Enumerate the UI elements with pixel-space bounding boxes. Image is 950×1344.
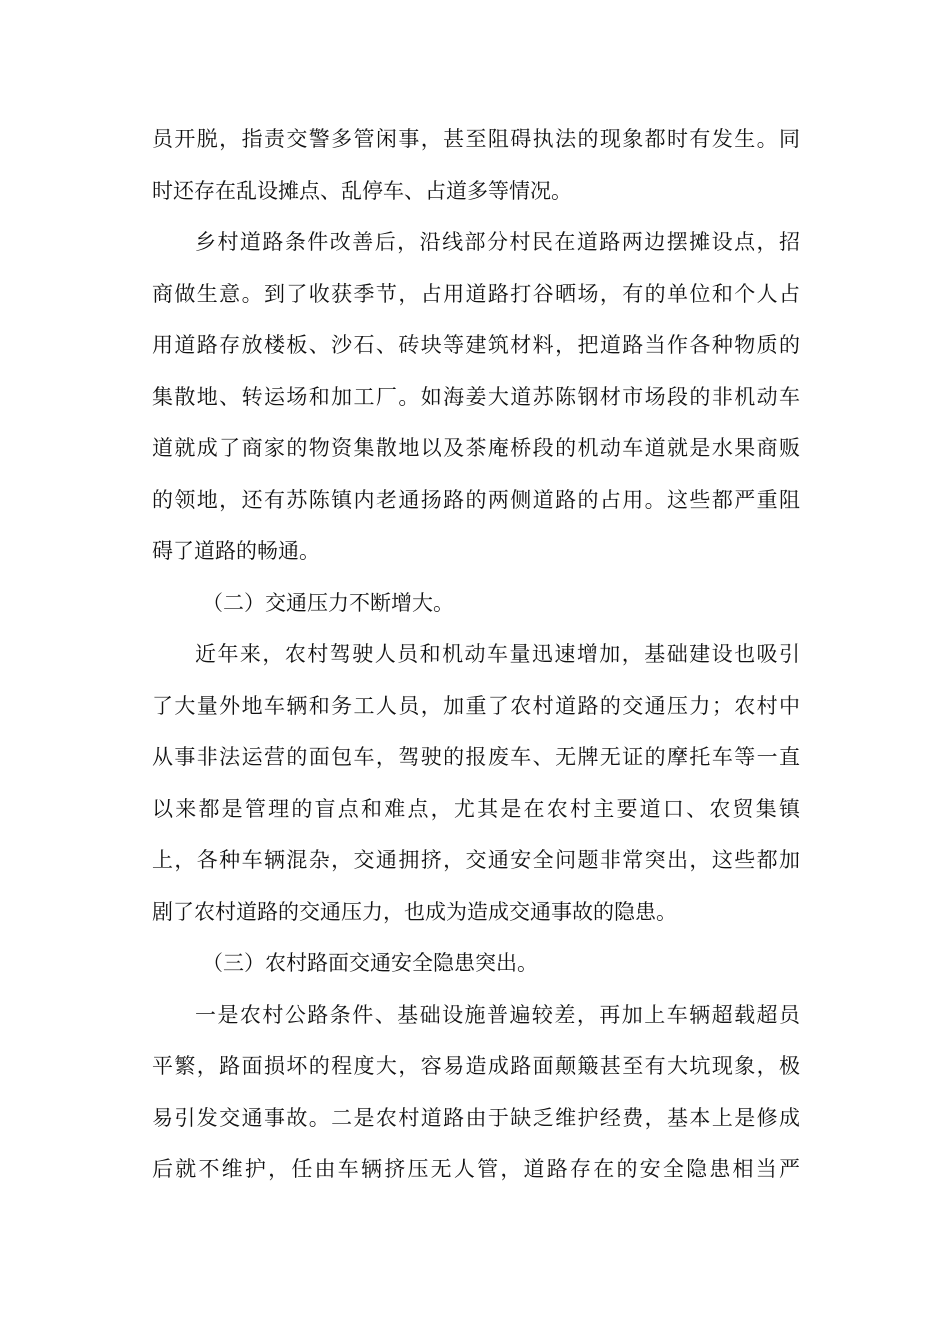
paragraph-first-line: 乡村道路条件改善后，沿线部分村民在道路两边摆摊设点，招 (195, 230, 800, 254)
text-line: 员开脱，指责交警多管闲事，甚至阻碍执法的现象都时有发生。同 (152, 127, 800, 151)
text-line: 的领地，还有苏陈镇内老通扬路的两侧道路的占用。这些都严重阻 (152, 487, 800, 512)
text-line: 商做生意。到了收获季节，占用道路打谷晒场，有的单位和个人占 (152, 281, 800, 306)
text-line: 剧了农村道路的交通压力，也成为造成交通事故的隐患。 (152, 899, 677, 924)
text-line: 用道路存放楼板、沙石、砖块等建筑材料，把道路当作各种物质的 (152, 333, 800, 357)
text-line: 上，各种车辆混杂，交通拥挤，交通安全问题非常突出，这些都加 (152, 848, 800, 872)
paragraph-first-line: 近年来，农村驾驶人员和机动车量迅速增加，基础建设也吸引 (195, 642, 800, 666)
paragraph-first-line: 一是农村公路条件、基础设施普遍较差，再加上车辆超载超员 (195, 1002, 800, 1027)
section-heading: （二）交通压力不断增大。 (202, 590, 454, 615)
text-line: 道就成了商家的物资集散地以及茶庵桥段的机动车道就是水果商贩 (152, 436, 800, 460)
section-heading: （三）农村路面交通安全隐患突出。 (202, 951, 538, 975)
text-line: 集散地、转运场和加工厂。如海姜大道苏陈钢材市场段的非机动车 (152, 384, 800, 409)
text-line: 后就不维护，任由车辆挤压无人管，道路存在的安全隐患相当严 (152, 1157, 800, 1181)
text-line: 平繁，路面损坏的程度大，容易造成路面颠簸甚至有大坑现象，极 (152, 1054, 800, 1078)
text-line: 易引发交通事故。二是农村道路由于缺乏维护经费，基本上是修成 (152, 1105, 800, 1130)
document-body (152, 114, 800, 1196)
text-line: 了大量外地车辆和务工人员，加重了农村道路的交通压力；农村中 (152, 693, 800, 718)
text-line: 碍了道路的畅通。 (152, 539, 320, 563)
text-line: 从事非法运营的面包车，驾驶的报废车、无牌无证的摩托车等一直 (152, 745, 800, 769)
text-line: 以来都是管理的盲点和难点，尤其是在农村主要道口、农贸集镇 (152, 796, 800, 821)
text-line: 时还存在乱设摊点、乱停车、占道多等情况。 (152, 178, 572, 203)
